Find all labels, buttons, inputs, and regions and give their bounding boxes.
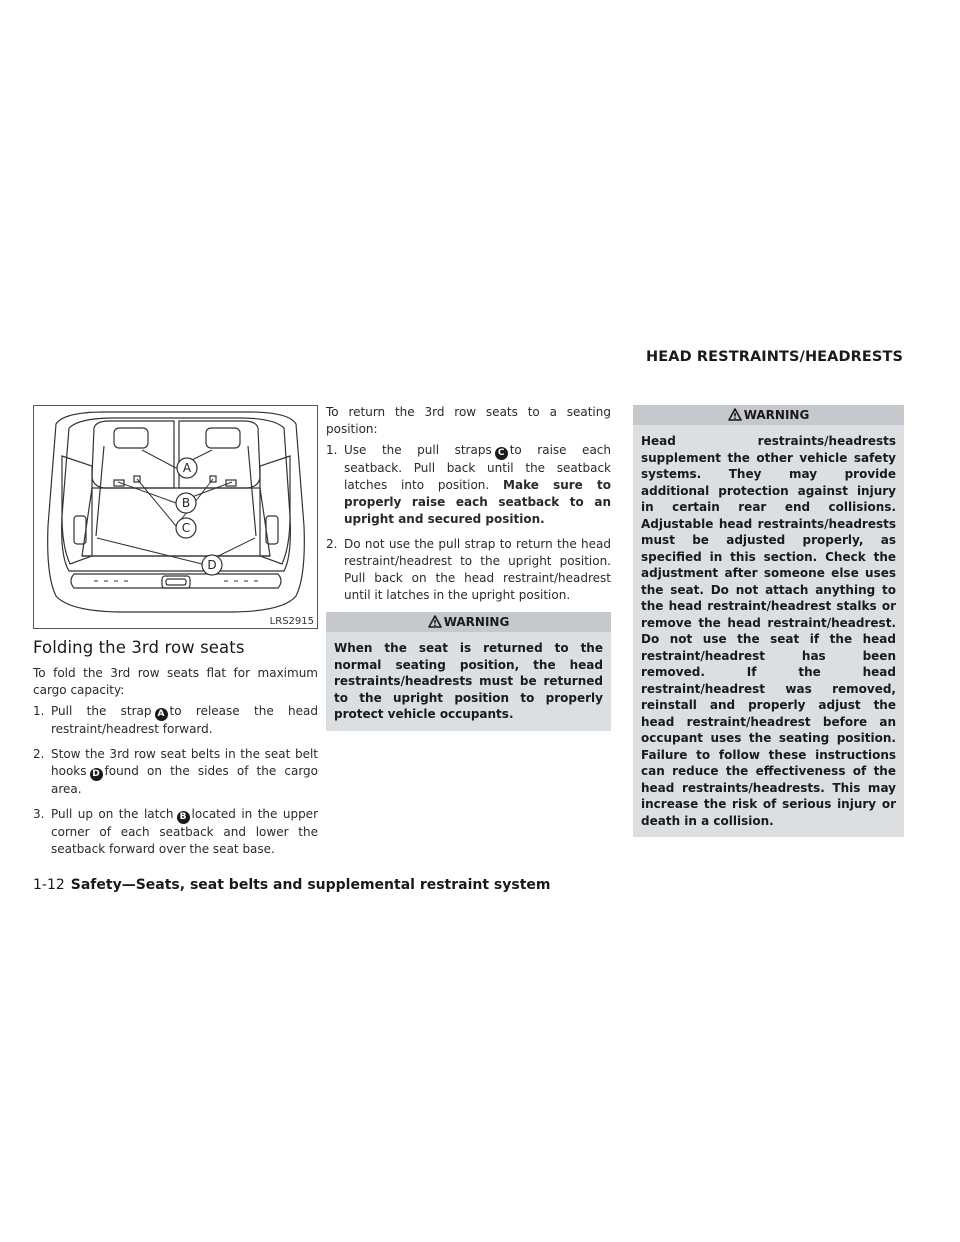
fold-steps-list xyxy=(33,703,318,858)
cargo-area-drawing xyxy=(34,406,317,628)
callout-d: D xyxy=(207,558,217,572)
right-column xyxy=(633,405,904,837)
page-number: 1-12 xyxy=(33,877,65,893)
callout-ref-icon: B xyxy=(177,811,190,824)
warning-icon xyxy=(728,408,742,421)
chapter-title: Safety—Seats, seat belts and supplemental restraint system xyxy=(70,877,551,893)
callout-c: C xyxy=(181,521,191,535)
callout-a: A xyxy=(182,461,192,475)
warning-box xyxy=(633,405,904,837)
fold-step: 1. Pull the strap A to release the head restraint/headrest forward. xyxy=(33,704,318,736)
subsection-title: Folding the 3rd row seats xyxy=(33,638,245,657)
return-step: 2. Do not use the pull strap to return the head restraint/headrest to the upright position. Pull back on the head restraint/headrest until it latches in the upright position. xyxy=(326,537,611,602)
left-column xyxy=(33,405,318,866)
return-steps-list xyxy=(326,442,611,604)
warning-header: WARNING xyxy=(633,405,904,425)
figure-code: LRS2915 xyxy=(269,616,314,627)
fold-step: 2. Stow the 3rd row seat belts in the seat belt hooks D found on the sides of the cargo area. xyxy=(33,747,318,796)
return-step: 1. Use the pull straps C to raise each seatback. Pull back until the seatback latches into position. Make sure to properly raise each seatback to an upright and secured position. xyxy=(326,443,611,526)
middle-intro: To return the 3rd row seats to a seating position: xyxy=(326,405,611,436)
warning-header: WARNING xyxy=(326,612,611,632)
warning-box xyxy=(326,612,611,731)
warning-text: When the seat is returned to the normal seating position, the head restraints/headrests must be returned to the upright position to properly protect vehicle occupants. xyxy=(334,641,603,721)
fold-step: 3. Pull up on the latch B located in the upper corner of each seatback and lower the seatback forward over the seat base. xyxy=(33,807,318,856)
callout-ref-icon: C xyxy=(495,447,508,460)
callout-b: B xyxy=(181,496,191,510)
middle-column xyxy=(326,404,611,731)
warning-text: Head restraints/headrests supplement the other vehicle safety systems. They may provide additional protection against injury in certain rear end collisions. Adjustable head restraints/headrests must be adjusted properly, as specified in this section. Check the adjustment after someone else uses the seat. Do not attach anything to the head restraint/headrest stalks or remove the head restraint/headrest. Do not use the seat if the head restraint/headrest has been removed. If the head restraint/headrest was removed, reinstall and properly adjust the head restraint/headrest before an occupant uses the seating position. Failure to follow these instructions can reduce the effectiveness of the head restraints/headrests. This may increase the risk of serious injury or death in a collision. xyxy=(641,434,896,828)
left-intro: To fold the 3rd row seats flat for maximum cargo capacity: xyxy=(33,666,318,697)
callout-ref-icon: D xyxy=(90,768,103,781)
callout-ref-icon: A xyxy=(155,708,168,721)
warning-icon xyxy=(428,615,442,628)
cargo-area-illustration xyxy=(33,405,318,629)
page-footer xyxy=(33,877,551,893)
section-heading: HEAD RESTRAINTS/HEADRESTS xyxy=(646,349,903,365)
